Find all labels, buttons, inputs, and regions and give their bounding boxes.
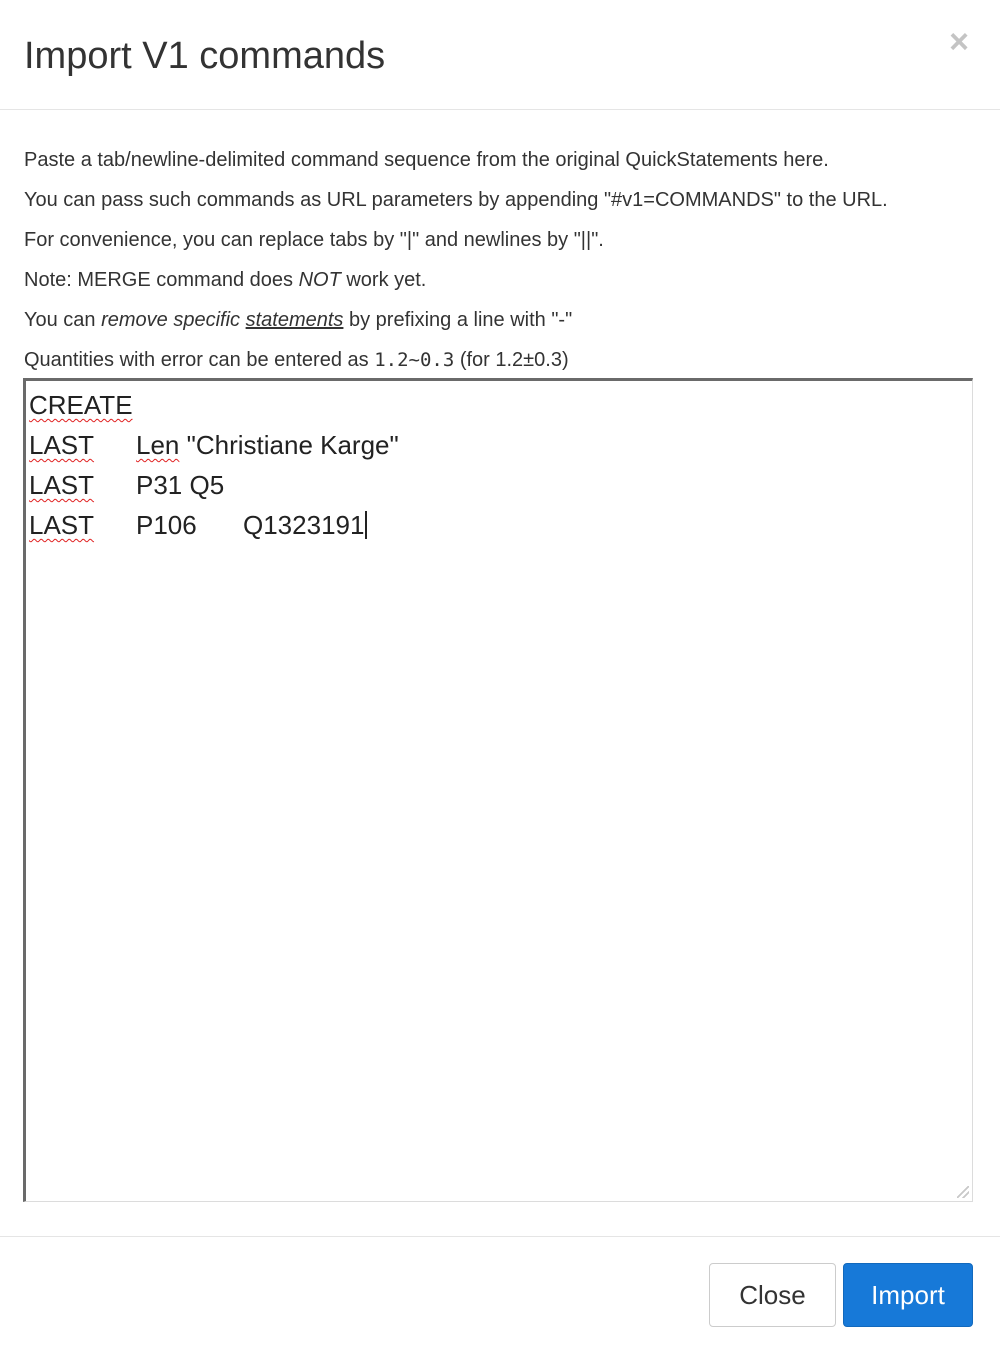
command-token-cell bbox=[29, 465, 136, 505]
help-line-url-params: You can pass such commands as URL parameters by appending "#v1=COMMANDS" to the URL. bbox=[24, 189, 888, 211]
remove-note-prefix: You can bbox=[24, 309, 102, 331]
command-line bbox=[29, 425, 972, 465]
merge-note-emphasis: NOT bbox=[298, 269, 341, 291]
import-button[interactable]: Import bbox=[843, 1263, 973, 1327]
command-token: LAST bbox=[29, 430, 95, 460]
commands-textarea[interactable] bbox=[23, 378, 973, 1202]
close-button[interactable]: Close bbox=[709, 1263, 836, 1327]
command-token-cell bbox=[29, 505, 136, 545]
command-token-cell bbox=[29, 425, 136, 465]
quantities-suffix: (for 1.2±0.3) bbox=[454, 349, 569, 371]
quantities-code-example: 1.2~0.3 bbox=[374, 349, 455, 371]
command-token: P106 bbox=[136, 510, 197, 540]
close-icon[interactable]: × bbox=[949, 23, 969, 61]
command-line bbox=[29, 465, 972, 505]
help-line-quantities bbox=[24, 346, 569, 374]
command-token-cell bbox=[136, 425, 179, 465]
text-caret bbox=[365, 511, 367, 539]
remove-note-suffix: by prefixing a line with "-" bbox=[343, 309, 573, 331]
command-token: LAST bbox=[29, 510, 95, 540]
command-token: P31 bbox=[136, 470, 183, 500]
help-line-merge-note bbox=[24, 266, 426, 294]
command-token: CREATE bbox=[29, 390, 133, 420]
command-token: Len bbox=[136, 430, 180, 460]
command-line bbox=[29, 385, 972, 425]
remove-note-statements: statements bbox=[245, 309, 344, 331]
command-token: "Christiane Karge" bbox=[186, 430, 399, 460]
remove-note-italic: remove specific bbox=[101, 309, 246, 331]
dialog-footer bbox=[0, 1236, 1000, 1349]
command-token: Q5 bbox=[189, 470, 225, 500]
merge-note-prefix: Note: MERGE command does bbox=[24, 269, 299, 291]
dialog-body bbox=[0, 110, 1000, 1236]
command-token: LAST bbox=[29, 470, 95, 500]
dialog-header bbox=[0, 0, 1000, 110]
command-token: Q1323191 bbox=[243, 510, 365, 540]
help-line-remove-statements bbox=[24, 306, 572, 334]
dialog-title: Import V1 commands bbox=[24, 35, 386, 77]
resize-grip-icon[interactable] bbox=[957, 1186, 969, 1198]
quantities-prefix: Quantities with error can be entered as bbox=[24, 349, 375, 371]
merge-note-suffix: work yet. bbox=[340, 269, 427, 291]
help-line-convenience: For convenience, you can replace tabs by "|" and newlines by "||". bbox=[24, 229, 604, 251]
help-line-paste: Paste a tab/newline-delimited command sequence from the original QuickStatements here. bbox=[24, 149, 829, 171]
command-line bbox=[29, 505, 972, 545]
